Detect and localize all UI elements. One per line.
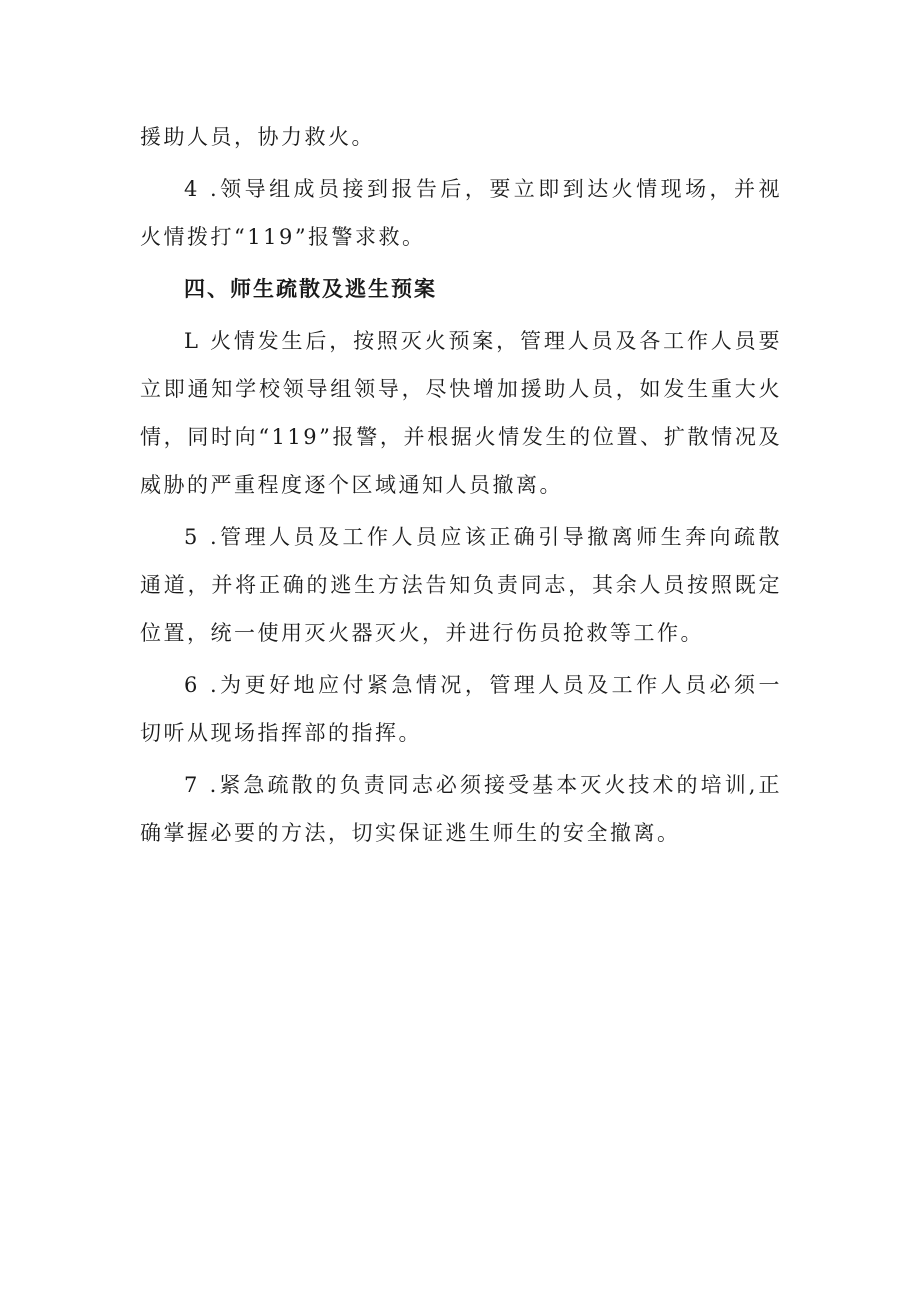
paragraph-item-6: 6 .为更好地应付紧急情况，管理人员及工作人员必须一切听从现场指挥部的指挥。 — [140, 673, 782, 745]
paragraph-item-4: 4 .领导组成员接到报告后，要立即到达火情现场，并视火情拨打“119”报警求救。 — [140, 177, 782, 249]
paragraph-continuation: 援助人员，协力救火。 — [140, 125, 375, 149]
paragraph-item-7: 7 .紧急疏散的负责同志必须接受基本灭火技术的培训,正确掌握必要的方法，切实保证逃生师生的安全撤离。 — [140, 773, 782, 845]
paragraph-item-5: 5 .管理人员及工作人员应该正确引导撤离师生奔向疏散通道，并将正确的逃生方法告知负责同志，其余人员按照既定位置，统一使用灭火器灭火，并进行伤员抢救等工作。 — [140, 525, 782, 645]
document-body — [140, 113, 782, 861]
paragraph-item-1: L 火情发生后，按照灭火预案，管理人员及各工作人员要立即通知学校领导组领导，尽快增加援助人员，如发生重大火情，同时向“119”报警，并根据火情发生的位置、扩散情况及威胁的严重程度逐个区域通知人员撤离。 — [140, 329, 782, 497]
section-heading: 四、师生疏散及逃生预案 — [184, 277, 437, 301]
